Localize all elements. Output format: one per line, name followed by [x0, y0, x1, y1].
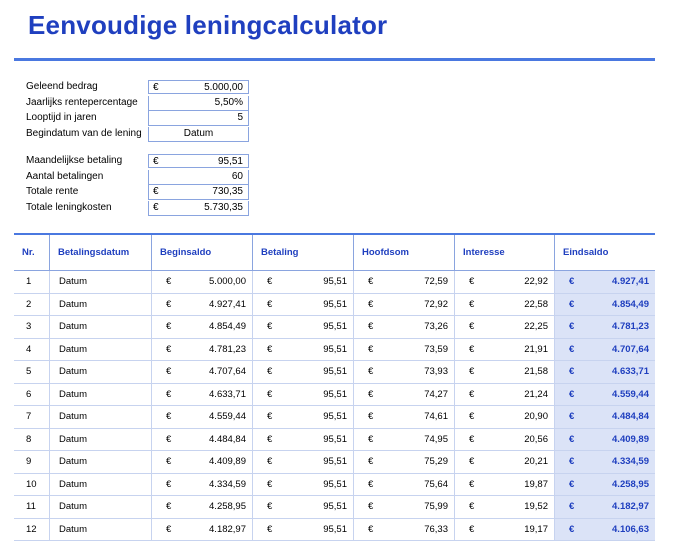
table-row: [14, 474, 655, 497]
cell-value: 95,51: [323, 496, 347, 518]
currency-symbol: €: [267, 496, 272, 518]
table-row: [14, 406, 655, 429]
table-cell: [252, 294, 353, 316]
column-header: Beginsaldo: [151, 235, 252, 270]
table-cell: [14, 451, 49, 473]
inputs-label: Looptijd in jaren: [26, 112, 97, 123]
table-cell: [554, 339, 655, 361]
table-cell: [353, 451, 454, 473]
cell-text: 7: [26, 406, 31, 428]
cell-value: 95,51: [323, 316, 347, 338]
cell-text: 6: [26, 384, 31, 406]
cell-value: 21,58: [524, 361, 548, 383]
cell-value: 95,51: [323, 474, 347, 496]
inputs-value: 5.000,00: [204, 82, 243, 93]
currency-symbol: €: [569, 361, 574, 383]
cell-value: 5.000,00: [209, 271, 246, 293]
outputs-value: 60: [232, 171, 243, 182]
table-cell: [14, 294, 49, 316]
currency-symbol: €: [368, 339, 373, 361]
currency-symbol: €: [267, 271, 272, 293]
currency-symbol: €: [267, 429, 272, 451]
cell-value: 75,29: [424, 451, 448, 473]
cell-value: 4.633,71: [612, 361, 649, 383]
currency-symbol: €: [267, 406, 272, 428]
outputs-row: [26, 185, 256, 200]
cell-text: Datum: [59, 474, 87, 496]
currency-symbol: €: [569, 496, 574, 518]
cell-text: 11: [26, 496, 36, 518]
outputs-row: [26, 154, 256, 169]
table-cell: [49, 361, 151, 383]
outputs-row: [26, 201, 256, 216]
cell-value: 21,91: [524, 339, 548, 361]
currency-symbol: €: [166, 474, 171, 496]
table-cell: [14, 429, 49, 451]
cell-text: Datum: [59, 361, 87, 383]
table-cell: [14, 339, 49, 361]
table-cell: [49, 384, 151, 406]
currency-symbol: €: [166, 339, 171, 361]
table-cell: [554, 519, 655, 541]
currency-symbol: €: [267, 316, 272, 338]
cell-value: 4.854,49: [209, 316, 246, 338]
cell-value: 95,51: [323, 361, 347, 383]
currency-symbol: €: [469, 519, 474, 541]
cell-value: 95,51: [323, 271, 347, 293]
inputs-label: Jaarlijks rentepercentage: [26, 97, 138, 108]
cell-value: 74,27: [424, 384, 448, 406]
inputs-value-cell[interactable]: [148, 111, 249, 126]
currency-symbol: €: [267, 339, 272, 361]
column-header: Nr.: [14, 235, 49, 270]
cell-value: 4.409,89: [209, 451, 246, 473]
currency-symbol: €: [166, 271, 171, 293]
cell-value: 4.781,23: [612, 316, 649, 338]
currency-symbol: €: [569, 316, 574, 338]
table-cell: [554, 474, 655, 496]
currency-symbol: €: [469, 429, 474, 451]
currency-symbol: €: [166, 519, 171, 541]
column-header: Betalingsdatum: [49, 235, 151, 270]
table-cell: [49, 429, 151, 451]
table-cell: [353, 294, 454, 316]
currency-symbol: €: [166, 294, 171, 316]
currency-symbol: €: [368, 474, 373, 496]
cell-text: Datum: [59, 339, 87, 361]
cell-value: 20,56: [524, 429, 548, 451]
currency-symbol: €: [569, 519, 574, 541]
cell-text: 9: [26, 451, 31, 473]
currency-symbol: €: [166, 384, 171, 406]
currency-symbol: €: [469, 271, 474, 293]
outputs-label: Aantal betalingen: [26, 171, 103, 182]
cell-value: 4.334,59: [209, 474, 246, 496]
cell-text: 12: [26, 519, 37, 541]
cell-value: 74,61: [424, 406, 448, 428]
currency-symbol: €: [569, 474, 574, 496]
table-cell: [454, 451, 554, 473]
outputs-value: 95,51: [218, 156, 243, 167]
table-header: [14, 235, 655, 271]
table-cell: [554, 316, 655, 338]
table-cell: [49, 519, 151, 541]
table-cell: [252, 429, 353, 451]
table-cell: [353, 406, 454, 428]
currency-symbol: €: [569, 406, 574, 428]
cell-value: 4.559,44: [612, 384, 649, 406]
cell-text: Datum: [59, 271, 87, 293]
table-cell: [49, 451, 151, 473]
table-cell: [151, 406, 252, 428]
currency-symbol: €: [368, 429, 373, 451]
currency-symbol: €: [166, 406, 171, 428]
cell-value: 4.182,97: [612, 496, 649, 518]
currency-symbol: €: [267, 384, 272, 406]
currency-symbol: €: [267, 361, 272, 383]
table-cell: [252, 361, 353, 383]
cell-value: 4.484,84: [612, 406, 649, 428]
cell-value: 73,26: [424, 316, 448, 338]
table-cell: [353, 384, 454, 406]
currency-symbol: €: [469, 406, 474, 428]
cell-value: 4.258,95: [612, 474, 649, 496]
table-cell: [151, 294, 252, 316]
cell-value: 76,33: [424, 519, 448, 541]
currency-symbol: €: [166, 316, 171, 338]
table-cell: [151, 271, 252, 293]
inputs-row: [26, 80, 256, 95]
currency-symbol: €: [368, 496, 373, 518]
cell-value: 4.854,49: [612, 294, 649, 316]
table-cell: [252, 496, 353, 518]
table-cell: [14, 361, 49, 383]
outputs-label: Totale leningkosten: [26, 202, 112, 213]
table-cell: [14, 519, 49, 541]
table-cell: [454, 294, 554, 316]
table-cell: [353, 271, 454, 293]
table-cell: [14, 406, 49, 428]
table-row: [14, 519, 655, 541]
cell-value: 75,99: [424, 496, 448, 518]
table-cell: [252, 474, 353, 496]
table-cell: [252, 339, 353, 361]
cell-value: 4.559,44: [209, 406, 246, 428]
currency-symbol: €: [267, 519, 272, 541]
table-cell: [252, 406, 353, 428]
currency-symbol: €: [569, 429, 574, 451]
cell-value: 20,90: [524, 406, 548, 428]
table-cell: [49, 316, 151, 338]
cell-text: Datum: [59, 406, 87, 428]
inputs-row: [26, 127, 256, 142]
currency-symbol: €: [368, 316, 373, 338]
table-cell: [454, 339, 554, 361]
currency-symbol: €: [569, 294, 574, 316]
table-row: [14, 316, 655, 339]
cell-value: 74,95: [424, 429, 448, 451]
table-cell: [14, 474, 49, 496]
inputs-label: Geleend bedrag: [26, 81, 98, 92]
cell-value: 95,51: [323, 384, 347, 406]
cell-value: 72,92: [424, 294, 448, 316]
table-cell: [252, 316, 353, 338]
column-header: Interesse: [454, 235, 554, 270]
table-cell: [454, 429, 554, 451]
currency-symbol: €: [469, 316, 474, 338]
currency-symbol: €: [368, 361, 373, 383]
cell-text: Datum: [59, 451, 87, 473]
table-cell: [554, 294, 655, 316]
outputs-value: 5.730,35: [204, 202, 243, 213]
column-header: Hoofdsom: [353, 235, 454, 270]
cell-value: 4.707,64: [209, 361, 246, 383]
table-cell: [14, 271, 49, 293]
currency-symbol: €: [166, 451, 171, 473]
table-cell: [49, 294, 151, 316]
currency-symbol: €: [368, 294, 373, 316]
cell-value: 19,87: [524, 474, 548, 496]
currency-symbol: €: [469, 384, 474, 406]
currency-symbol: €: [166, 429, 171, 451]
cell-value: 95,51: [323, 294, 347, 316]
table-cell: [151, 451, 252, 473]
inputs-value-cell[interactable]: [148, 127, 249, 142]
currency-symbol: €: [469, 339, 474, 361]
cell-text: Datum: [59, 294, 87, 316]
table-row: [14, 451, 655, 474]
table-cell: [49, 339, 151, 361]
currency-symbol: €: [569, 451, 574, 473]
table-cell: [49, 474, 151, 496]
inputs-row: [26, 96, 256, 111]
cell-value: 4.258,95: [209, 496, 246, 518]
table-cell: [151, 384, 252, 406]
column-header: Betaling: [252, 235, 353, 270]
amortization-table: [14, 233, 655, 541]
currency-symbol: €: [153, 82, 159, 93]
cell-value: 21,24: [524, 384, 548, 406]
page-title: Eenvoudige leningcalculator: [28, 10, 387, 41]
cell-text: 5: [26, 361, 31, 383]
currency-symbol: €: [153, 156, 159, 167]
currency-symbol: €: [368, 384, 373, 406]
cell-value: 73,59: [424, 339, 448, 361]
cell-text: 10: [26, 474, 37, 496]
cell-text: 4: [26, 339, 31, 361]
table-cell: [353, 316, 454, 338]
cell-value: 22,92: [524, 271, 548, 293]
currency-symbol: €: [368, 451, 373, 473]
outputs-label: Maandelijkse betaling: [26, 155, 122, 166]
table-cell: [252, 451, 353, 473]
cell-value: 4.334,59: [612, 451, 649, 473]
outputs-value: 730,35: [212, 186, 243, 197]
cell-text: 2: [26, 294, 31, 316]
cell-text: Datum: [59, 429, 87, 451]
table-cell: [454, 406, 554, 428]
cell-value: 4.484,84: [209, 429, 246, 451]
cell-text: 3: [26, 316, 31, 338]
outputs-value-cell: [148, 170, 249, 185]
currency-symbol: €: [166, 496, 171, 518]
table-cell: [454, 384, 554, 406]
table-cell: [252, 384, 353, 406]
currency-symbol: €: [469, 496, 474, 518]
cell-value: 73,93: [424, 361, 448, 383]
cell-value: 4.781,23: [209, 339, 246, 361]
cell-value: 4.106,63: [612, 519, 649, 541]
cell-text: 1: [26, 271, 31, 293]
cell-text: Datum: [59, 496, 87, 518]
currency-symbol: €: [569, 339, 574, 361]
inputs-value-cell[interactable]: [148, 80, 249, 94]
cell-value: 95,51: [323, 451, 347, 473]
currency-symbol: €: [267, 294, 272, 316]
currency-symbol: €: [368, 519, 373, 541]
cell-value: 4.409,89: [612, 429, 649, 451]
cell-value: 22,58: [524, 294, 548, 316]
table-cell: [49, 271, 151, 293]
table-row: [14, 496, 655, 519]
table-cell: [252, 519, 353, 541]
table-cell: [151, 519, 252, 541]
table-row: [14, 294, 655, 317]
cell-value: 95,51: [323, 429, 347, 451]
table-cell: [454, 271, 554, 293]
cell-value: 4.633,71: [209, 384, 246, 406]
table-cell: [14, 384, 49, 406]
title-divider: [14, 58, 655, 61]
table-row: [14, 384, 655, 407]
currency-symbol: €: [469, 474, 474, 496]
currency-symbol: €: [569, 271, 574, 293]
cell-value: 19,52: [524, 496, 548, 518]
currency-symbol: €: [368, 271, 373, 293]
table-cell: [454, 361, 554, 383]
table-cell: [554, 271, 655, 293]
cell-value: 95,51: [323, 339, 347, 361]
cell-value: 95,51: [323, 519, 347, 541]
cell-value: 4.182,97: [209, 519, 246, 541]
table-cell: [49, 406, 151, 428]
cell-value: 4.927,41: [209, 294, 246, 316]
cell-value: 72,59: [424, 271, 448, 293]
inputs-value: Datum: [149, 128, 248, 139]
table-cell: [554, 496, 655, 518]
inputs-value: 5: [237, 112, 243, 123]
table-cell: [49, 496, 151, 518]
currency-symbol: €: [267, 451, 272, 473]
cell-value: 75,64: [424, 474, 448, 496]
table-cell: [353, 429, 454, 451]
cell-value: 22,25: [524, 316, 548, 338]
currency-symbol: €: [368, 406, 373, 428]
table-row: [14, 339, 655, 362]
column-header: Eindsaldo: [554, 235, 655, 270]
table-cell: [151, 429, 252, 451]
table-cell: [252, 271, 353, 293]
table-cell: [554, 451, 655, 473]
table-cell: [353, 339, 454, 361]
cell-value: 4.707,64: [612, 339, 649, 361]
currency-symbol: €: [267, 474, 272, 496]
cell-text: 8: [26, 429, 31, 451]
table-row: [14, 271, 655, 294]
table-cell: [14, 496, 49, 518]
table-body: [14, 271, 655, 541]
table-cell: [151, 474, 252, 496]
table-cell: [151, 496, 252, 518]
currency-symbol: €: [569, 384, 574, 406]
cell-value: 19,17: [524, 519, 548, 541]
currency-symbol: €: [469, 451, 474, 473]
table-cell: [353, 474, 454, 496]
cell-value: 95,51: [323, 406, 347, 428]
table-cell: [151, 316, 252, 338]
currency-symbol: €: [166, 361, 171, 383]
inputs-value-cell[interactable]: [148, 96, 249, 111]
cell-text: Datum: [59, 519, 87, 541]
table-cell: [554, 429, 655, 451]
outputs-value-cell: [148, 154, 249, 168]
table-row: [14, 361, 655, 384]
table-cell: [353, 361, 454, 383]
table-cell: [151, 361, 252, 383]
table-cell: [353, 519, 454, 541]
table-cell: [454, 496, 554, 518]
currency-symbol: €: [153, 186, 159, 197]
table-cell: [353, 496, 454, 518]
table-row: [14, 429, 655, 452]
currency-symbol: €: [469, 294, 474, 316]
outputs-value-cell: [148, 185, 249, 200]
table-cell: [151, 339, 252, 361]
cell-value: 4.927,41: [612, 271, 649, 293]
currency-symbol: €: [469, 361, 474, 383]
outputs-label: Totale rente: [26, 186, 78, 197]
currency-symbol: €: [153, 202, 159, 213]
outputs-row: [26, 170, 256, 185]
cell-text: Datum: [59, 316, 87, 338]
inputs-value: 5,50%: [215, 97, 243, 108]
cell-value: 20,21: [524, 451, 548, 473]
table-cell: [454, 519, 554, 541]
inputs-label: Begindatum van de lening: [26, 128, 142, 139]
table-cell: [454, 474, 554, 496]
table-cell: [554, 384, 655, 406]
outputs-value-cell: [148, 201, 249, 216]
cell-text: Datum: [59, 384, 87, 406]
inputs-row: [26, 111, 256, 126]
table-cell: [454, 316, 554, 338]
table-cell: [554, 361, 655, 383]
table-cell: [554, 406, 655, 428]
table-cell: [14, 316, 49, 338]
